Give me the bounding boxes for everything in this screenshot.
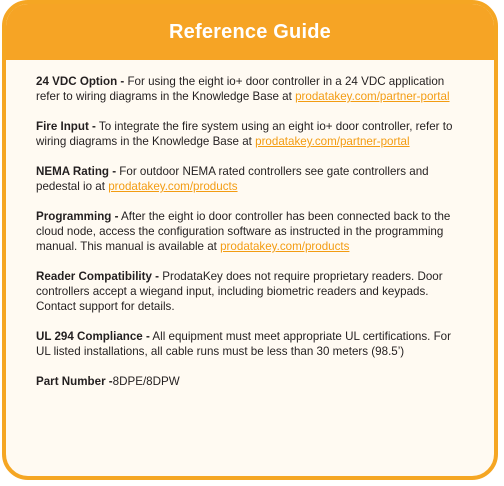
entry-reader-compatibility bbox=[36, 269, 466, 314]
entry-text: After the eight io door controller has been connected back to the cloud node, access the configuration software as instructed in the programming manual. This manual is available at bbox=[36, 210, 451, 253]
entry-label: NEMA Rating - bbox=[36, 165, 117, 178]
products-link[interactable]: prodatakey.com/products bbox=[108, 180, 238, 193]
card-body bbox=[6, 60, 494, 389]
page-title: Reference Guide bbox=[169, 20, 331, 43]
entry-text: To integrate the fire system using an eight io+ door controller, refer to wiring diagrams in the Knowledge Base at bbox=[36, 120, 453, 148]
card-header bbox=[6, 4, 494, 60]
entry-fire-input bbox=[36, 119, 466, 149]
entry-programming bbox=[36, 209, 466, 254]
entry-part-number bbox=[36, 374, 466, 389]
partner-portal-link[interactable]: prodatakey.com/partner-portal bbox=[295, 90, 450, 103]
entry-label: Part Number - bbox=[36, 375, 113, 388]
entry-label: Fire Input - bbox=[36, 120, 96, 133]
entry-24vdc-option bbox=[36, 74, 466, 104]
products-link[interactable]: prodatakey.com/products bbox=[220, 240, 350, 253]
entry-nema-rating bbox=[36, 164, 466, 194]
entry-text: ProdataKey does not require proprietary readers. Door controllers accept a wiegand input, including biometric readers and keypads. Contact support for details. bbox=[36, 270, 443, 313]
entry-text: 8DPE/8DPW bbox=[112, 375, 180, 388]
entry-label: Programming - bbox=[36, 210, 119, 223]
entry-label: 24 VDC Option - bbox=[36, 75, 125, 88]
partner-portal-link[interactable]: prodatakey.com/partner-portal bbox=[255, 135, 410, 148]
entry-label: Reader Compatibility - bbox=[36, 270, 160, 283]
entry-text: For outdoor NEMA rated controllers see gate controllers and pedestal io at bbox=[36, 165, 429, 193]
reference-guide-card bbox=[2, 0, 498, 480]
entry-label: UL 294 Compliance - bbox=[36, 330, 150, 343]
entry-text: For using the eight io+ door controller in a 24 VDC application refer to wiring diagrams in the Knowledge Base at bbox=[36, 75, 445, 103]
entry-ul-294-compliance bbox=[36, 329, 466, 359]
entry-text: All equipment must meet appropriate UL certifications. For UL listed installations, all cable runs must be less than 30 meters (98.5’) bbox=[36, 330, 451, 358]
